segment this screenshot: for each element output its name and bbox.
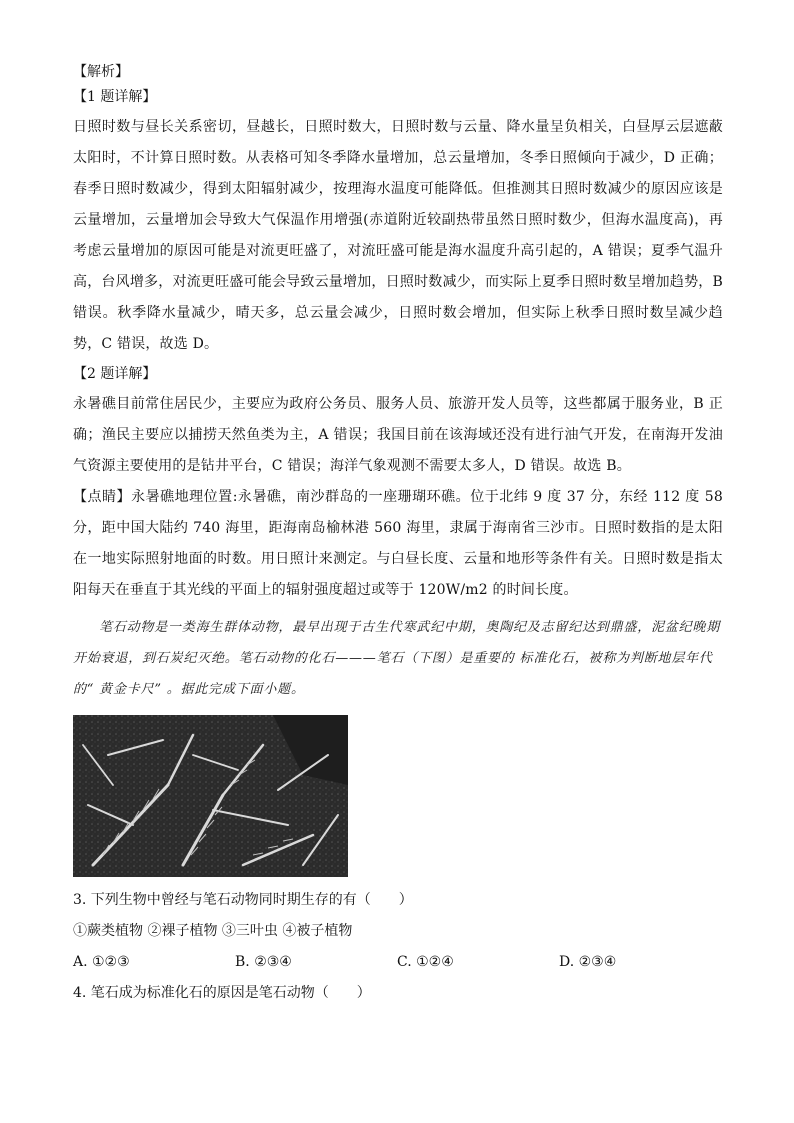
q3-items: ①蕨类植物 ②裸子植物 ③三叶虫 ④被子植物 — [73, 923, 353, 939]
q1-header: 【1 题详解】 — [73, 89, 157, 105]
reading-passage: 笔石动物是一类海生群体动物，最早出现于古生代寒武纪中期，奥陶纪及志留纪达到鼎盛，泥盆纪晚期开始衰退，到石炭纪灭绝。笔石动物的化石———笔石（下图）是重要的 标准化石，被称为判断地层年代的“ 黄金卡尺” 。据此完成下面小题。 — [73, 620, 721, 697]
fossil-illustration — [73, 715, 348, 877]
q2-explanation: 永暑礁目前常住居民少，主要应为政府公务员、服务人员、旅游开发人员等，这些都属于服务业，B 正确；渔民主要应以捕捞天然鱼类为主，A 错误；我国目前在该海域还没有进行油气开发，在南海开发油气资源主要使用的是钻井平台，C 错误；海洋气象观测不需要太多人，D 错误。故选 B。 — [73, 396, 723, 474]
q3-option-c[interactable]: C. ①②④ — [397, 954, 454, 970]
q3-options — [73, 947, 723, 978]
q3-option-b[interactable]: B. ②③④ — [235, 954, 292, 970]
document-page — [73, 62, 723, 1009]
analysis-header: 【解析】 — [73, 64, 129, 80]
q3-stem: 3. 下列生物中曾经与笔石动物同时期生存的有（ ） — [73, 892, 413, 908]
graptolite-fossil-image — [73, 715, 348, 877]
q1-explanation: 日照时数与昼长关系密切，昼越长，日照时数大，日照时数与云量、降水量呈负相关，白昼厚云层遮蔽太阳时，不计算日照时数。从表格可知冬季降水量增加，总云量增加，冬季日照倾向于减少，D 正确；春季日照时数减少，得到太阳辐射减少，按理海水温度可能降低。但推测其日照时数减少的原因应该是云量增加，云量增加会导致大气保温作用增强(赤道附近较副热带虽然日照时数少，但海水温度高)，再考虑云量增加的原因可能是对流更旺盛了，对流旺盛可能是海水温度升高引起的，A 错误；夏季气温升高，台风增多，对流更旺盛可能会导致云量增加，日照时数减少，而实际上夏季日照时数呈增加趋势，B 错误。秋季降水量减少，晴天多，总云量会减少，日照时数会增加，但实际上秋季日照时数呈减少趋势，C 错误，故选 D。 — [73, 119, 723, 352]
q3-option-d[interactable]: D. ②③④ — [559, 954, 617, 970]
q2-header: 【2 题详解】 — [73, 366, 157, 382]
note-header: 【点睛】 — [73, 489, 132, 505]
q4-stem: 4. 笔石成为标准化石的原因是笔石动物（ ） — [73, 985, 371, 1001]
q3-option-a[interactable]: A. ①②③ — [73, 954, 130, 970]
note-text: 永暑礁地理位置:永暑礁，南沙群岛的一座珊瑚环礁。位于北纬 9 度 37 分，东经 112 度 58 分，距中国大陆约 740 海里，距海南岛榆林港 560 海里，隶属于海南省三沙市。日照时数指的是太阳在一地实际照射地面的时数。用日照计来测定。与白昼长度、云量和地形等条件有关。日照时数是指太阳每天在垂直于其光线的平面上的辐射强度超过或等于 120W/m2 的时间长度。 — [73, 489, 723, 598]
note-paragraph — [73, 482, 723, 606]
